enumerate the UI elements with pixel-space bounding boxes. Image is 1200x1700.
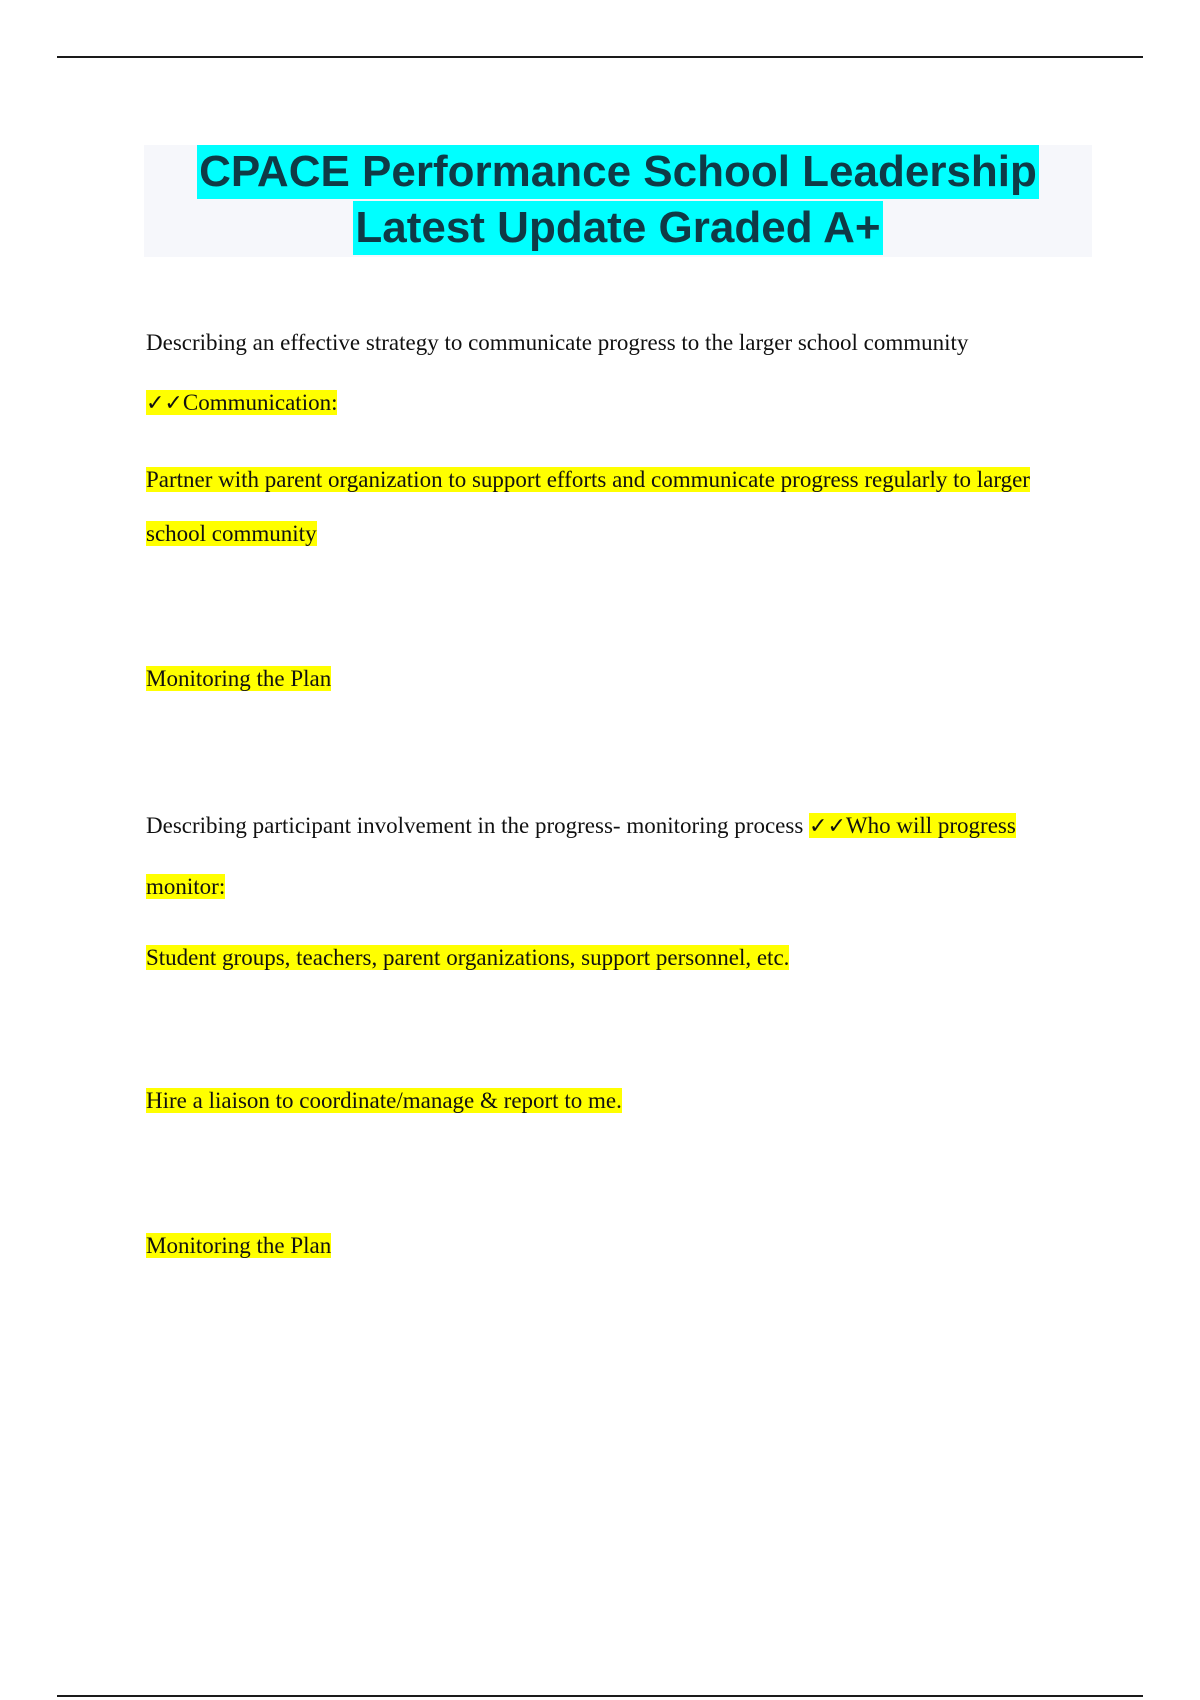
document-title-line-2: Latest Update Graded A+ (353, 201, 882, 255)
question-2-text (146, 811, 1016, 842)
answer-1-line-2-text: school community (146, 521, 317, 546)
question-1-label: Describing an effective strategy to communicate progress to the larger school community (146, 330, 969, 355)
section-label-2 (146, 1231, 331, 1261)
section-label-1 (146, 664, 331, 694)
answer-2-line-2-text: Hire a liaison to coordinate/manage & report to me. (146, 1088, 622, 1113)
answer-2-heading-continued (146, 872, 225, 902)
title-block (144, 145, 1092, 257)
answer-1-line-1 (146, 465, 1030, 495)
answer-2-line-1 (146, 943, 789, 973)
question-2-label: Describing participant involvement in the progress- monitoring process (146, 813, 810, 838)
answer-1-heading (146, 388, 337, 419)
section-label-2-text: Monitoring the Plan (146, 1233, 332, 1258)
answer-2-heading-part-2: monitor: (146, 874, 226, 899)
answer-2-line-1-text: Student groups, teachers, parent organizations, support personnel, etc. (146, 945, 790, 970)
top-rule (57, 56, 1143, 58)
answer-1-line-1-text: Partner with parent organization to support efforts and communicate progress regularly to larger (146, 467, 1030, 492)
question-1-text (146, 328, 968, 358)
answer-2-line-2 (146, 1086, 622, 1116)
check-mark-icon: ✓✓ (146, 391, 183, 416)
answer-2-heading-part-1: Who will progress (845, 813, 1016, 838)
document-title-line-1: CPACE Performance School Leadership (197, 145, 1039, 199)
answer-1-heading-text: Communication: (182, 390, 338, 415)
answer-1-line-2 (146, 519, 317, 549)
check-mark-icon: ✓✓ (809, 814, 846, 839)
section-label-1-text: Monitoring the Plan (146, 666, 332, 691)
bottom-rule (57, 1695, 1143, 1697)
